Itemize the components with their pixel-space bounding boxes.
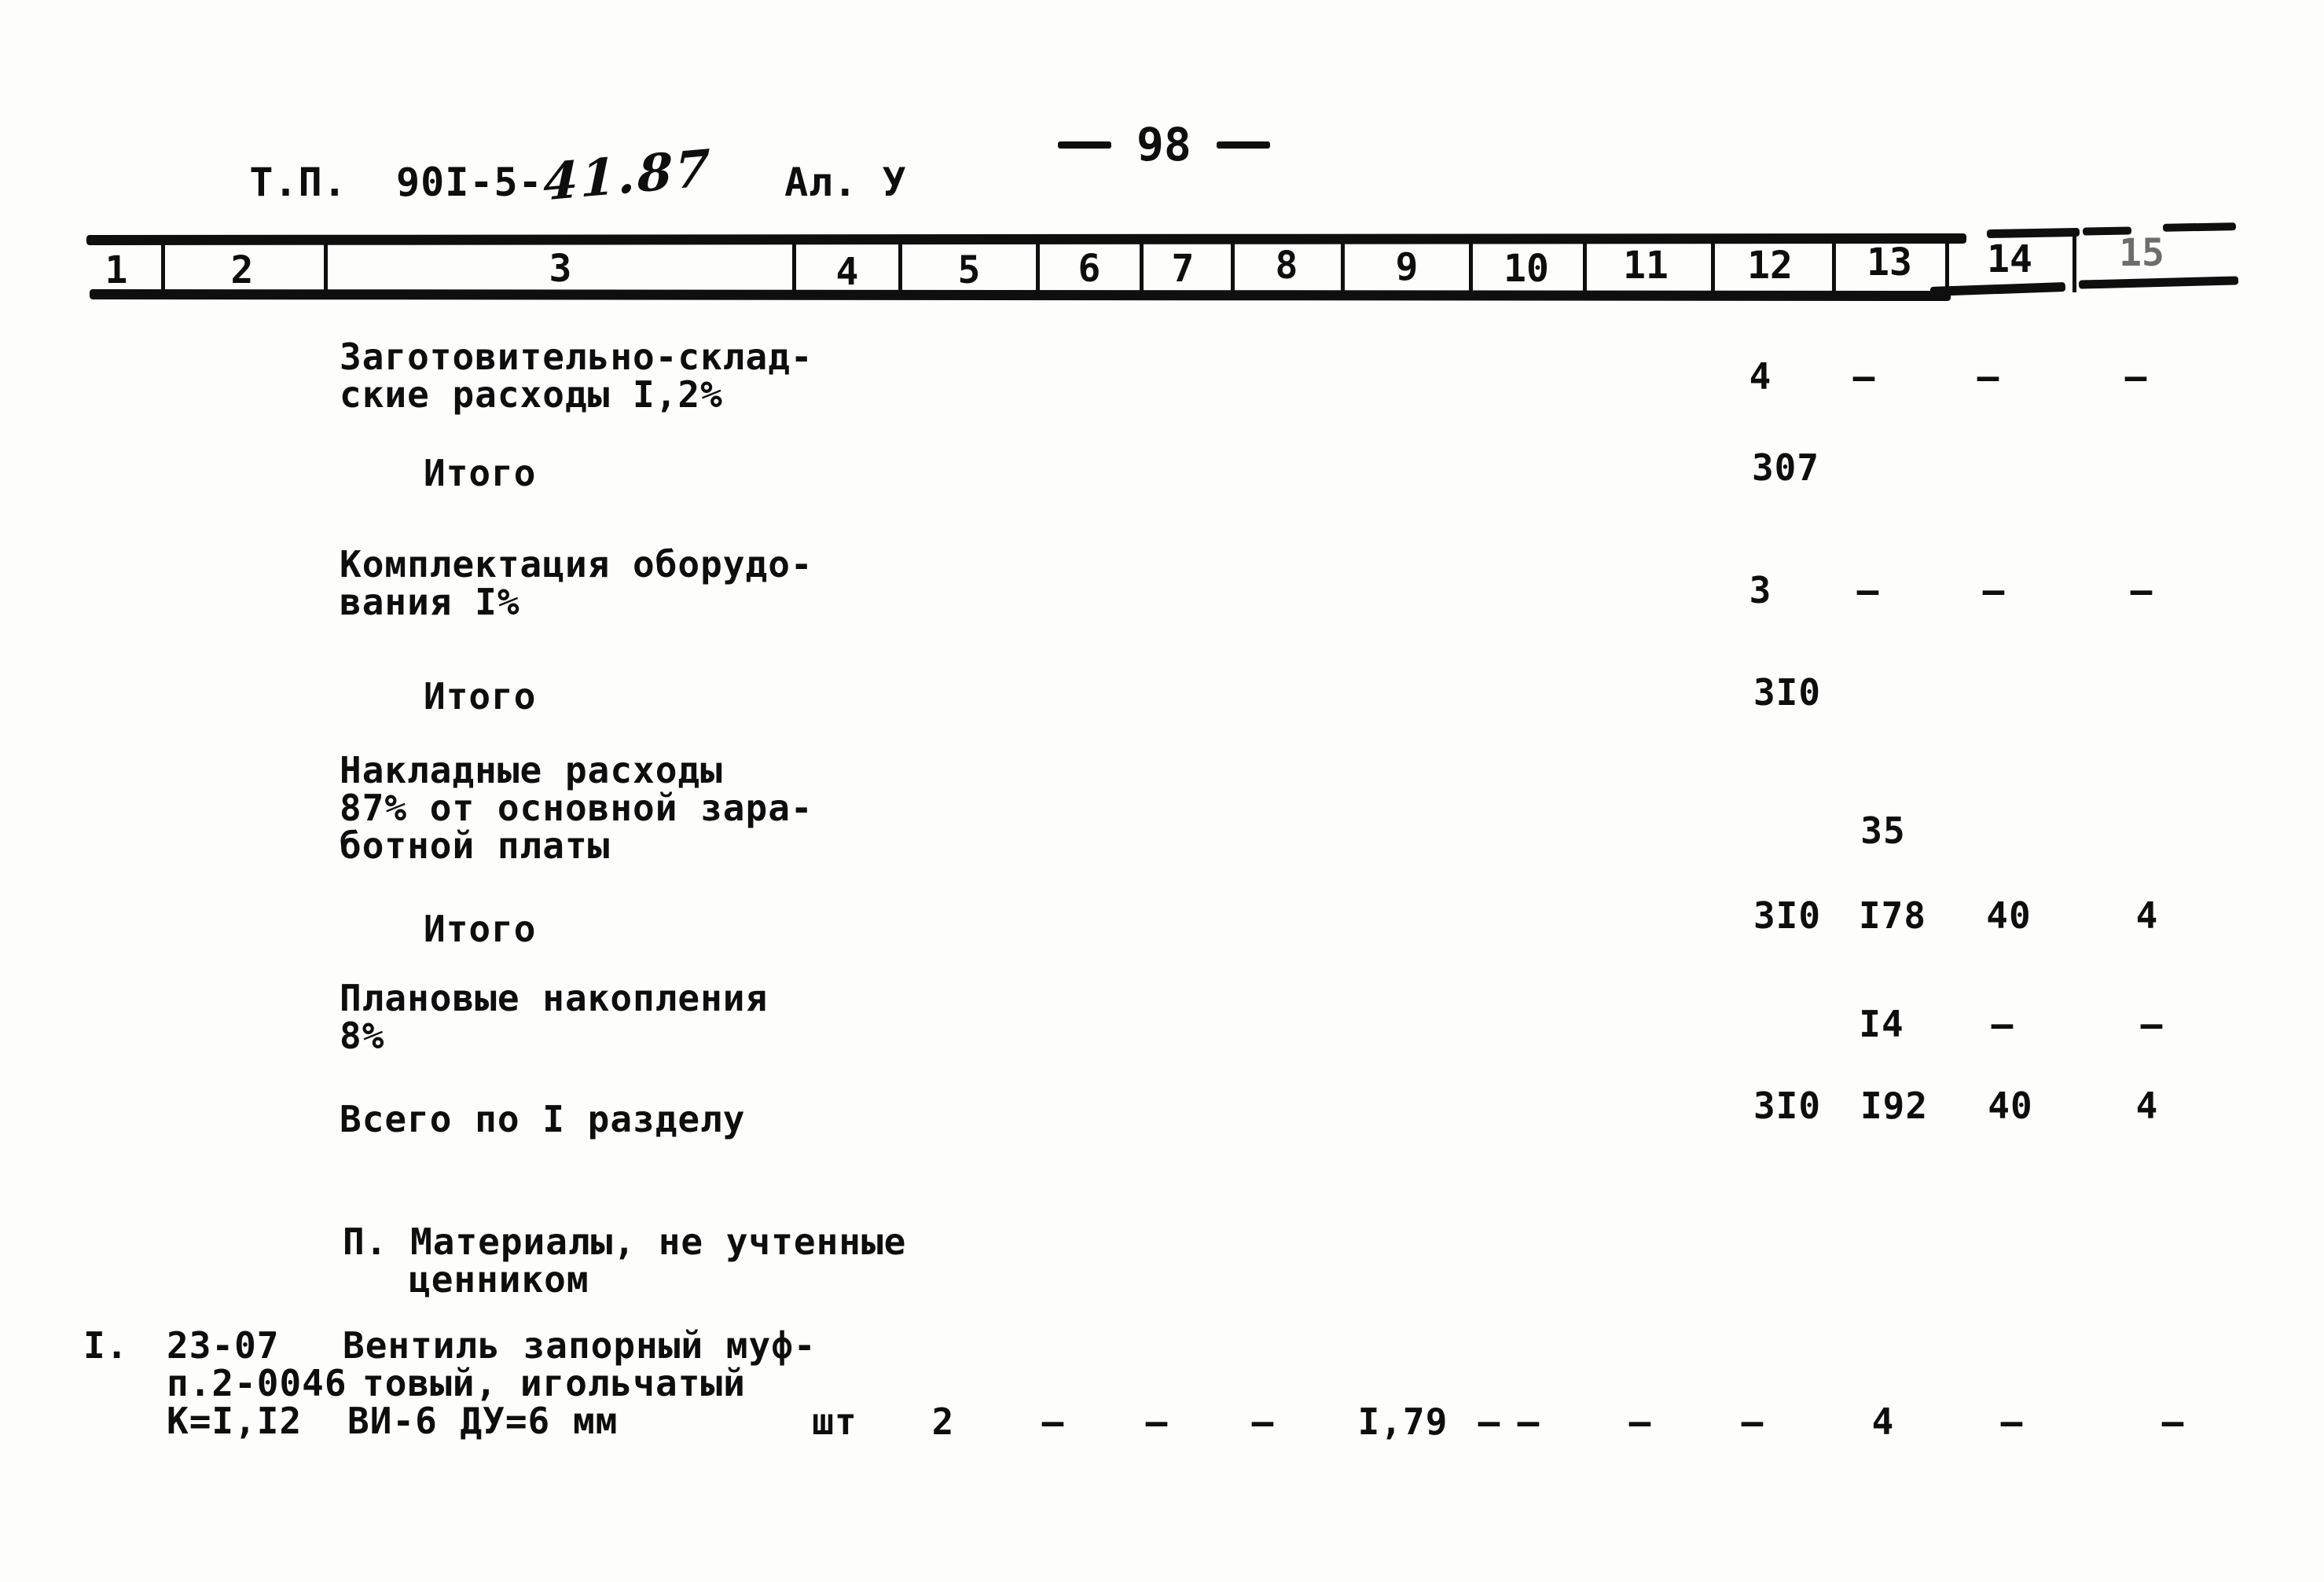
column-header-7: 7	[1171, 247, 1195, 291]
row-itogo-3-value-4: 4	[2135, 894, 2159, 937]
column-header-10: 10	[1503, 247, 1549, 291]
column-header-3: 3	[549, 247, 572, 291]
column-header-6: 6	[1078, 247, 1101, 291]
column-separator-14	[2073, 229, 2076, 292]
row-valve-label-4	[362, 1364, 746, 1402]
row-overhead-label-line: ботной платы	[340, 824, 611, 867]
row-total-section-1-label-line: Всего по I разделу	[340, 1098, 746, 1140]
row-procurement-storage-label-line: ские расходы I,2%	[340, 373, 723, 416]
column-header-9: 9	[1395, 245, 1419, 289]
row-valve-value-5: —	[1251, 1400, 1275, 1443]
column-separator-7	[1231, 240, 1235, 294]
column-separator-12	[1832, 240, 1836, 294]
row-procurement-storage-value-1: 4	[1749, 355, 1772, 398]
doc-header	[152, 104, 907, 254]
column-header-5: 5	[957, 248, 981, 292]
row-overhead-label-1	[340, 749, 813, 867]
doc-code-prefix: Т.П. 90I-5-	[249, 160, 543, 205]
section-2-heading-label-1	[343, 1220, 907, 1263]
header-bottom-rule-col15	[2079, 276, 2238, 288]
column-header-14: 14	[1987, 237, 2032, 281]
column-header-1: 1	[105, 248, 128, 292]
row-overhead-label-line: 87% от основной зара-	[340, 787, 813, 829]
page-number	[1058, 118, 1270, 171]
column-separator-6	[1140, 240, 1144, 294]
row-procurement-storage-label-1	[340, 336, 813, 416]
row-valve-value-7: —	[1478, 1400, 1501, 1443]
row-overhead-label-line: Накладные расходы	[340, 749, 723, 791]
page-number-value: 98	[1136, 118, 1191, 171]
row-itogo-2-value-1: 3I0	[1753, 671, 1822, 714]
column-separator-10	[1583, 240, 1587, 294]
column-separator-4	[898, 240, 902, 294]
row-planned-savings-label-line: Плановые накопления	[340, 977, 769, 1019]
row-procurement-storage-value-2: —	[1852, 355, 1876, 398]
row-itogo-2-label-line: Итого	[424, 675, 537, 718]
album-label: Ал. У	[784, 160, 907, 205]
page-number-dash-left	[1058, 141, 1111, 149]
column-header-4: 4	[835, 250, 859, 294]
page-number-dash-right	[1217, 141, 1270, 149]
row-valve-label-line: I.	[83, 1324, 129, 1367]
row-total-section-1-value-2: I92	[1860, 1085, 1929, 1127]
row-itogo-1-value-1: 307	[1751, 446, 1820, 489]
column-separator-13	[1945, 236, 1949, 294]
row-equipment-completion-value-4: —	[2130, 569, 2153, 611]
column-header-12: 12	[1747, 244, 1793, 288]
row-valve-label-line: Вентиль запорный муф-	[343, 1324, 817, 1367]
row-planned-savings-value-1: I4	[1859, 1003, 1904, 1045]
row-valve-value-8: —	[1517, 1400, 1540, 1443]
row-planned-savings-label-line: 8%	[340, 1015, 385, 1057]
row-equipment-completion-value-1: 3	[1749, 569, 1772, 611]
row-valve-value-10: —	[1741, 1400, 1764, 1443]
row-valve-value-1: шт	[812, 1400, 857, 1443]
row-procurement-storage-label-line: Заготовительно-склад-	[340, 336, 813, 378]
column-separator-1	[161, 240, 165, 294]
column-header-2: 2	[230, 248, 254, 292]
row-valve-value-2: 2	[931, 1400, 955, 1443]
column-header-15: 15	[2119, 231, 2164, 275]
column-header-8: 8	[1275, 244, 1298, 288]
column-header-13: 13	[1867, 240, 1912, 284]
row-valve-label-line: К=I,I2	[167, 1400, 303, 1442]
row-overhead-value-1: 35	[1860, 809, 1906, 852]
row-planned-savings-label-1	[340, 979, 768, 1055]
column-separator-2	[324, 240, 328, 294]
header-bottom-rule-col14	[1930, 282, 2065, 296]
column-separator-11	[1711, 240, 1715, 294]
row-valve-value-6: I,79	[1357, 1400, 1448, 1443]
row-planned-savings-value-2: —	[1991, 1003, 2014, 1045]
row-procurement-storage-value-4: —	[2124, 355, 2148, 398]
row-valve-label-line: товый, игольчатый	[362, 1362, 746, 1404]
header-bottom-rule	[90, 289, 1951, 301]
row-itogo-3-value-3: 40	[1986, 894, 2032, 937]
row-valve-value-13: —	[2161, 1400, 2185, 1443]
row-valve-value-4: —	[1145, 1400, 1169, 1443]
row-itogo-2-label-1	[424, 675, 537, 718]
row-valve-value-11: 4	[1871, 1400, 1895, 1443]
row-itogo-3-value-1: 3I0	[1753, 894, 1822, 937]
row-valve-value-9: —	[1628, 1400, 1652, 1443]
row-valve-label-2	[167, 1324, 347, 1442]
row-itogo-1-label-line: Итого	[424, 452, 537, 494]
column-separator-8	[1341, 240, 1345, 294]
row-valve-value-3: —	[1041, 1400, 1065, 1443]
column-separator-9	[1469, 240, 1473, 294]
row-valve-label-line: 23-07	[167, 1324, 280, 1367]
row-total-section-1-value-1: 3I0	[1753, 1085, 1822, 1127]
row-procurement-storage-value-3: —	[1977, 355, 2000, 398]
row-planned-savings-value-3: —	[2140, 1003, 2164, 1045]
row-total-section-1-value-3: 40	[1988, 1085, 2033, 1127]
row-total-section-1-label-1	[340, 1100, 746, 1138]
row-itogo-1-label-1	[424, 454, 536, 492]
row-valve-label-line: п.2-0046	[167, 1362, 347, 1404]
column-separator-5	[1036, 240, 1040, 294]
row-equipment-completion-value-3: —	[1982, 569, 2006, 611]
section-2-heading-label-line: ценником	[409, 1258, 589, 1301]
row-valve-value-12: —	[2000, 1400, 2024, 1443]
column-header-11: 11	[1623, 244, 1669, 288]
row-itogo-3-label-1	[424, 910, 536, 948]
row-valve-label-line: ВИ-6 ДУ=6 мм	[347, 1400, 619, 1442]
header-top-rule-col15b	[2163, 222, 2236, 232]
row-equipment-completion-label-line: Комплектация оборудо-	[340, 543, 813, 585]
section-2-heading-label-2	[409, 1258, 589, 1301]
row-equipment-completion-label-line: вания I%	[340, 581, 520, 623]
row-itogo-3-label-line: Итого	[424, 908, 537, 950]
column-separator-3	[792, 240, 796, 294]
row-total-section-1-value-4: 4	[2135, 1085, 2159, 1127]
doc-code-handwritten: 41.87	[542, 138, 713, 213]
header-top-rule	[86, 233, 1966, 245]
row-valve-label-5	[347, 1402, 618, 1440]
row-valve-label-1	[83, 1324, 129, 1367]
row-valve-label-3	[343, 1324, 817, 1367]
row-itogo-3-value-2: I78	[1858, 894, 1927, 937]
row-equipment-completion-label-1	[340, 545, 813, 621]
section-2-heading-label-line: П. Материалы, не учтенные	[343, 1220, 907, 1263]
row-equipment-completion-value-2: —	[1856, 569, 1880, 611]
